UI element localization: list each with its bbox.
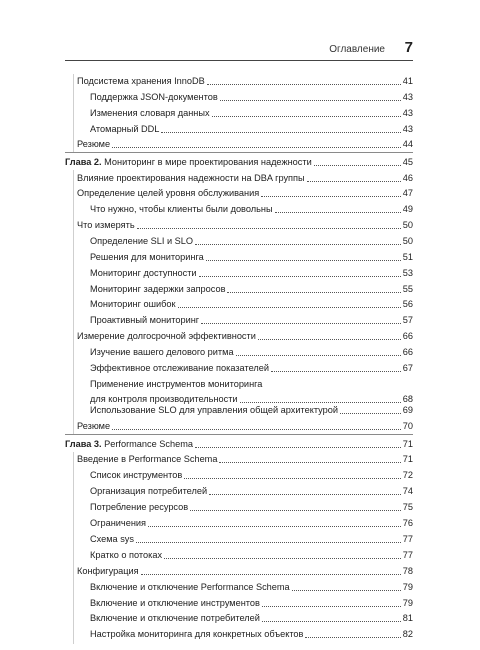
dot-leader [212, 116, 401, 117]
toc-entry[interactable] [90, 550, 413, 561]
toc-entry-label: Введение в Performance Schema [77, 454, 218, 464]
toc-entry[interactable] [77, 421, 413, 432]
toc-page-number: 44 [402, 139, 413, 149]
toc-entry[interactable] [90, 108, 413, 119]
dot-leader [141, 574, 401, 575]
chapter-divider [65, 434, 413, 435]
toc-page-number: 82 [402, 629, 413, 639]
toc-entry-label: Изучение вашего делового ритма [90, 347, 234, 357]
toc-entry-label: Включение и отключение потребителей [90, 613, 260, 623]
toc-page-number: 68 [402, 394, 413, 404]
dot-leader [258, 339, 401, 340]
toc-page-number: 67 [402, 363, 413, 373]
toc-entry[interactable] [90, 598, 413, 609]
toc-entry-label: Использование SLO для управления общей архитектурой [90, 405, 339, 415]
toc-entry[interactable] [90, 629, 413, 640]
dot-leader [220, 100, 401, 101]
dot-leader [262, 621, 401, 622]
chapter-number: Глава 3. [65, 439, 102, 449]
toc-page-number: 53 [402, 268, 413, 278]
toc-entry-label: Резюме [77, 421, 111, 431]
dot-leader [190, 510, 401, 511]
dot-leader [136, 542, 401, 543]
section-guide-bar [73, 170, 74, 434]
dot-leader [207, 84, 401, 85]
toc-page-number: 69 [402, 405, 413, 415]
toc-page-number: 77 [402, 534, 413, 544]
toc-entry-label: Настройка мониторинга для конкретных объектов [90, 629, 304, 639]
toc-entry-label: Определение целей уровня обслуживания [77, 188, 260, 198]
dot-leader [340, 413, 401, 414]
toc-entry[interactable] [90, 518, 413, 529]
dot-leader [184, 478, 401, 479]
dot-leader [112, 429, 401, 430]
toc-entry-label: Ограничения [90, 518, 146, 528]
toc-entry[interactable] [90, 502, 413, 513]
toc-entry[interactable] [77, 220, 413, 231]
toc-entry-label: Влияние проектирования надежности на DBA группы [77, 173, 305, 183]
toc-page-number: 66 [402, 331, 413, 341]
toc-entry-label: Список инструментов [90, 470, 183, 480]
dot-leader [236, 355, 401, 356]
toc-entry-label: Определение SLI и SLO [90, 236, 194, 246]
toc-entry-label: Решения для мониторинга [90, 252, 204, 262]
toc-entry[interactable] [90, 347, 413, 358]
dot-leader [262, 606, 401, 607]
toc-entry-label: Схема sys [90, 534, 134, 544]
toc-page-number: 57 [402, 315, 413, 325]
toc-page-number: 56 [402, 299, 413, 309]
dot-leader [305, 637, 400, 638]
toc-chapter[interactable] [65, 439, 413, 450]
toc-entry-label-continued: для контроля производительности [90, 394, 238, 404]
toc-entry[interactable] [90, 363, 413, 374]
toc-page-number: 50 [402, 220, 413, 230]
toc-page-number: 75 [402, 502, 413, 512]
toc-page-number: 70 [402, 421, 413, 431]
toc-entry[interactable] [90, 405, 413, 416]
toc-entry[interactable] [77, 139, 413, 150]
toc-page-number: 43 [402, 92, 413, 102]
toc-entry-label: Что измерять [77, 220, 135, 230]
toc-page-number: 46 [402, 173, 413, 183]
toc-entry[interactable] [77, 76, 413, 87]
dot-leader [195, 244, 401, 245]
toc-entry-label: Кратко о потоках [90, 550, 163, 560]
toc-entry-label: Применение инструментов мониторинга [90, 379, 263, 389]
toc-page-number: 72 [402, 470, 413, 480]
toc-entry[interactable] [90, 613, 413, 624]
toc-entry-label: Изменения словаря данных [90, 108, 210, 118]
toc-entry[interactable] [77, 331, 413, 342]
toc-page-number: 50 [402, 236, 413, 246]
toc-entry-label: Организация потребителей [90, 486, 208, 496]
dot-leader [314, 165, 401, 166]
toc-entry[interactable] [90, 315, 413, 326]
toc-page-number: 43 [402, 124, 413, 134]
toc-entry-label: Измерение долгосрочной эффективности [77, 331, 256, 341]
toc-page-number: 43 [402, 108, 413, 118]
dot-leader [209, 494, 401, 495]
dot-leader [137, 228, 401, 229]
dot-leader [307, 181, 401, 182]
dot-leader [271, 371, 401, 372]
toc-entry-label: Мониторинг ошибок [90, 299, 176, 309]
chapter-number: Глава 2. [65, 157, 102, 167]
toc-entry[interactable] [90, 124, 413, 135]
toc-entry[interactable] [77, 173, 413, 184]
toc-entry[interactable] [90, 379, 413, 405]
toc-page-number: 79 [402, 582, 413, 592]
running-title: Оглавление [329, 44, 385, 55]
toc-entry[interactable] [90, 299, 413, 310]
toc-entry[interactable] [90, 252, 413, 263]
toc-entry[interactable] [90, 236, 413, 247]
toc-page-number: 55 [402, 284, 413, 294]
dot-leader [227, 292, 400, 293]
toc-entry-label: Мониторинг задержки запросов [90, 284, 226, 294]
toc-entry-label: Поддержка JSON-документов [90, 92, 218, 102]
toc-page-number: 45 [402, 157, 413, 167]
toc-entry[interactable] [90, 534, 413, 545]
toc-entry-label: Атомарный DDL [90, 124, 160, 134]
toc-page-number: 47 [402, 188, 413, 198]
toc-entry[interactable] [77, 188, 413, 199]
toc-page-number: 49 [402, 204, 413, 214]
toc-entry-label: Проактивный мониторинг [90, 315, 200, 325]
toc-entry[interactable] [90, 582, 413, 593]
toc-entry-label: Что нужно, чтобы клиенты были довольны [90, 204, 273, 214]
toc-page-number: 74 [402, 486, 413, 496]
dot-leader [292, 590, 401, 591]
dot-leader [112, 147, 401, 148]
toc-entry-label: Мониторинг доступности [90, 268, 197, 278]
dot-leader [201, 323, 401, 324]
page-number: 7 [404, 39, 413, 56]
toc-entry[interactable] [90, 470, 413, 481]
toc-entry-label: Потребление ресурсов [90, 502, 189, 512]
toc-entry-label: Подсистема хранения InnoDB [77, 76, 205, 86]
toc-entry-label: Включение и отключение инструментов [90, 598, 260, 608]
toc-entry[interactable] [90, 268, 413, 279]
toc-entry-label: Конфигурация [77, 566, 139, 576]
dot-leader [164, 558, 401, 559]
toc-entry[interactable] [90, 486, 413, 497]
dot-leader [195, 447, 401, 448]
dot-leader [219, 462, 400, 463]
toc-entry[interactable] [90, 284, 413, 295]
toc-entry[interactable] [77, 454, 413, 465]
chapter-divider [65, 152, 413, 153]
toc-page-number: 77 [402, 550, 413, 560]
toc-page-number: 71 [402, 439, 413, 449]
dot-leader [148, 526, 401, 527]
section-guide-bar [73, 74, 74, 152]
toc-entry[interactable] [90, 204, 413, 215]
toc-page-number: 51 [402, 252, 413, 262]
toc-chapter[interactable] [65, 157, 413, 168]
dot-leader [199, 276, 401, 277]
toc-page-number: 78 [402, 566, 413, 576]
toc-entry-label: Performance Schema [104, 439, 193, 449]
dot-leader [275, 212, 401, 213]
toc-page-number: 66 [402, 347, 413, 357]
dot-leader [206, 260, 401, 261]
toc-entry-label: Эффективное отслеживание показателей [90, 363, 269, 373]
toc-entry[interactable] [90, 92, 413, 103]
toc-page-number: 71 [402, 454, 413, 464]
toc-page-number: 41 [402, 76, 413, 86]
dot-leader [178, 307, 401, 308]
toc-page-number: 76 [402, 518, 413, 528]
toc-page-number: 79 [402, 598, 413, 608]
dot-leader [161, 132, 400, 133]
dot-leader [261, 196, 401, 197]
dot-leader [240, 402, 401, 403]
section-guide-bar [73, 452, 74, 644]
toc-entry-label: Резюме [77, 139, 111, 149]
toc-entry-label: Включение и отключение Performance Schema [90, 582, 290, 592]
toc-page-number: 81 [402, 613, 413, 623]
toc-entry[interactable] [77, 566, 413, 577]
toc-entry-label: Мониторинг в мире проектирования надежности [104, 157, 312, 167]
